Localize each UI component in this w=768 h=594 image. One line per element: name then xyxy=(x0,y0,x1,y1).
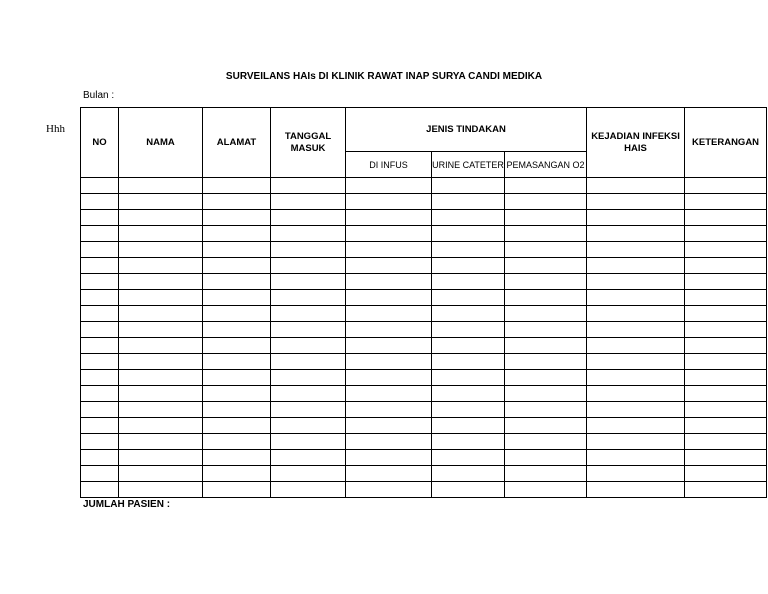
month-label: Bulan : xyxy=(83,90,115,101)
table-cell xyxy=(203,194,271,210)
table-cell xyxy=(432,386,505,402)
header-jenis-tindakan: JENIS TINDAKAN xyxy=(346,108,587,152)
table-row xyxy=(81,290,767,306)
table-cell xyxy=(587,322,685,338)
table-cell xyxy=(119,354,203,370)
table-cell xyxy=(587,290,685,306)
table-cell xyxy=(346,418,432,434)
table-cell xyxy=(505,226,587,242)
table-cell xyxy=(81,226,119,242)
table-cell xyxy=(505,290,587,306)
table-row xyxy=(81,210,767,226)
table-cell xyxy=(119,306,203,322)
table-row xyxy=(81,178,767,194)
table-cell xyxy=(271,306,346,322)
table-cell xyxy=(432,274,505,290)
table-cell xyxy=(346,450,432,466)
table-cell xyxy=(587,386,685,402)
table-cell xyxy=(203,370,271,386)
table-cell xyxy=(587,274,685,290)
table-cell xyxy=(505,450,587,466)
table-cell xyxy=(685,306,767,322)
table-cell xyxy=(346,194,432,210)
table-cell xyxy=(271,258,346,274)
table-cell xyxy=(505,466,587,482)
table-cell xyxy=(81,402,119,418)
table-row xyxy=(81,242,767,258)
table-cell xyxy=(203,178,271,194)
header-tanggal-masuk: TANGGAL MASUK xyxy=(271,108,346,178)
table-cell xyxy=(432,258,505,274)
table-cell xyxy=(685,466,767,482)
table-cell xyxy=(432,290,505,306)
table-cell xyxy=(587,178,685,194)
table-row xyxy=(81,194,767,210)
table-cell xyxy=(203,274,271,290)
table-cell xyxy=(505,434,587,450)
table-cell xyxy=(685,210,767,226)
table-cell xyxy=(505,418,587,434)
table-cell xyxy=(203,418,271,434)
table-cell xyxy=(346,226,432,242)
table-body xyxy=(81,178,767,498)
table-cell xyxy=(203,450,271,466)
table-cell xyxy=(685,322,767,338)
table-cell xyxy=(346,338,432,354)
table-cell xyxy=(81,418,119,434)
table-row xyxy=(81,258,767,274)
table-cell xyxy=(587,210,685,226)
table-cell xyxy=(81,466,119,482)
header-nama: NAMA xyxy=(119,108,203,178)
table-cell xyxy=(432,242,505,258)
table-row xyxy=(81,370,767,386)
table-cell xyxy=(119,386,203,402)
table-cell xyxy=(271,386,346,402)
table-cell xyxy=(271,418,346,434)
table-cell xyxy=(587,434,685,450)
table-cell xyxy=(271,370,346,386)
table-cell xyxy=(346,482,432,498)
table-cell xyxy=(81,290,119,306)
table-cell xyxy=(505,354,587,370)
table-cell xyxy=(203,210,271,226)
table-row xyxy=(81,322,767,338)
header-pemasangan-o2: PEMASANGAN O2 xyxy=(505,152,587,178)
table-cell xyxy=(119,402,203,418)
table-row xyxy=(81,354,767,370)
header-alamat: ALAMAT xyxy=(203,108,271,178)
table-cell xyxy=(685,194,767,210)
table-cell xyxy=(271,226,346,242)
table-cell xyxy=(346,242,432,258)
header-no: NO xyxy=(81,108,119,178)
table-cell xyxy=(81,434,119,450)
table-row xyxy=(81,386,767,402)
table-cell xyxy=(119,274,203,290)
table-cell xyxy=(587,242,685,258)
table-cell xyxy=(505,194,587,210)
table-cell xyxy=(505,306,587,322)
table-cell xyxy=(203,386,271,402)
table-cell xyxy=(203,226,271,242)
table-cell xyxy=(119,242,203,258)
table-row xyxy=(81,450,767,466)
table-cell xyxy=(505,338,587,354)
table-cell xyxy=(203,322,271,338)
table-cell xyxy=(587,402,685,418)
table-cell xyxy=(81,194,119,210)
table-cell xyxy=(346,306,432,322)
table-cell xyxy=(119,450,203,466)
table-cell xyxy=(346,386,432,402)
table-cell xyxy=(346,210,432,226)
table-cell xyxy=(203,466,271,482)
table-cell xyxy=(119,482,203,498)
table-cell xyxy=(685,386,767,402)
table-cell xyxy=(685,274,767,290)
table-cell xyxy=(119,322,203,338)
table-cell xyxy=(203,242,271,258)
table-cell xyxy=(81,386,119,402)
table-cell xyxy=(203,258,271,274)
table-cell xyxy=(119,290,203,306)
table-cell xyxy=(346,290,432,306)
table-cell xyxy=(346,466,432,482)
table-cell xyxy=(685,450,767,466)
table-cell xyxy=(203,354,271,370)
table-cell xyxy=(346,434,432,450)
table-cell xyxy=(119,226,203,242)
table-cell xyxy=(81,482,119,498)
table-cell xyxy=(587,194,685,210)
table-cell xyxy=(81,370,119,386)
table-cell xyxy=(432,482,505,498)
table-cell xyxy=(432,226,505,242)
table-cell xyxy=(271,210,346,226)
table-row xyxy=(81,466,767,482)
table-cell xyxy=(432,354,505,370)
table-cell xyxy=(81,178,119,194)
table-cell xyxy=(587,450,685,466)
table-cell xyxy=(119,194,203,210)
table-cell xyxy=(346,354,432,370)
table-cell xyxy=(432,450,505,466)
table-cell xyxy=(119,178,203,194)
table-cell xyxy=(432,322,505,338)
table-cell xyxy=(346,274,432,290)
table-cell xyxy=(432,434,505,450)
table-row xyxy=(81,482,767,498)
surveillance-table xyxy=(80,107,767,498)
table-cell xyxy=(685,354,767,370)
table-cell xyxy=(271,178,346,194)
side-note: Hhh xyxy=(46,123,65,135)
table-cell xyxy=(685,178,767,194)
table-cell xyxy=(587,354,685,370)
table-cell xyxy=(271,290,346,306)
table-row xyxy=(81,402,767,418)
table-cell xyxy=(203,338,271,354)
table-cell xyxy=(81,306,119,322)
table-cell xyxy=(119,258,203,274)
table-cell xyxy=(81,274,119,290)
table-cell xyxy=(685,370,767,386)
table-cell xyxy=(119,466,203,482)
header-di-infus: DI INFUS xyxy=(346,152,432,178)
table-cell xyxy=(505,210,587,226)
table-cell xyxy=(271,274,346,290)
table-cell xyxy=(81,258,119,274)
table-cell xyxy=(119,370,203,386)
table-cell xyxy=(81,242,119,258)
table-cell xyxy=(119,418,203,434)
table-cell xyxy=(505,386,587,402)
header-keterangan: KETERANGAN xyxy=(685,108,767,178)
table-cell xyxy=(432,466,505,482)
table-cell xyxy=(432,178,505,194)
table-cell xyxy=(505,402,587,418)
table-cell xyxy=(505,258,587,274)
table-cell xyxy=(81,210,119,226)
table-cell xyxy=(271,434,346,450)
table-cell xyxy=(432,194,505,210)
header-urine-cateter: URINE CATETER xyxy=(432,152,505,178)
table-cell xyxy=(432,338,505,354)
table-cell xyxy=(685,258,767,274)
table-cell xyxy=(203,482,271,498)
table-cell xyxy=(271,466,346,482)
table-cell xyxy=(587,258,685,274)
table-cell xyxy=(685,290,767,306)
table-cell xyxy=(685,338,767,354)
table-cell xyxy=(81,354,119,370)
table-cell xyxy=(505,482,587,498)
table-cell xyxy=(432,306,505,322)
table-cell xyxy=(271,450,346,466)
table-cell xyxy=(685,242,767,258)
table-cell xyxy=(203,290,271,306)
table-cell xyxy=(432,370,505,386)
table-cell xyxy=(432,210,505,226)
table-cell xyxy=(346,322,432,338)
table-cell xyxy=(432,418,505,434)
table-cell xyxy=(271,242,346,258)
table-cell xyxy=(203,434,271,450)
table-cell xyxy=(271,322,346,338)
table-cell xyxy=(685,418,767,434)
table-cell xyxy=(346,258,432,274)
table-cell xyxy=(119,210,203,226)
table-cell xyxy=(505,178,587,194)
table-row xyxy=(81,434,767,450)
table-cell xyxy=(587,466,685,482)
table-cell xyxy=(346,178,432,194)
table-cell xyxy=(587,226,685,242)
table-cell xyxy=(271,354,346,370)
table-cell xyxy=(81,338,119,354)
table-cell xyxy=(685,434,767,450)
table-cell xyxy=(685,482,767,498)
page-title: SURVEILANS HAIs DI KLINIK RAWAT INAP SURYA CANDI MEDIKA xyxy=(225,71,543,82)
table-cell xyxy=(203,306,271,322)
table-cell xyxy=(271,402,346,418)
table-cell xyxy=(685,402,767,418)
table-cell xyxy=(119,338,203,354)
table-cell xyxy=(271,482,346,498)
table-cell xyxy=(81,322,119,338)
table-cell xyxy=(587,482,685,498)
table-cell xyxy=(587,418,685,434)
table-cell xyxy=(505,242,587,258)
table-cell xyxy=(203,402,271,418)
table-row xyxy=(81,338,767,354)
table-row xyxy=(81,226,767,242)
table-cell xyxy=(432,402,505,418)
patient-count-label: JUMLAH PASIEN : xyxy=(83,499,171,510)
table-row xyxy=(81,306,767,322)
table-cell xyxy=(587,306,685,322)
table-cell xyxy=(685,226,767,242)
table-cell xyxy=(505,274,587,290)
table-cell xyxy=(505,370,587,386)
table-cell xyxy=(119,434,203,450)
table-row xyxy=(81,274,767,290)
table-cell xyxy=(271,338,346,354)
table-cell xyxy=(81,450,119,466)
header-kejadian-infeksi: KEJADIAN INFEKSI HAIS xyxy=(587,108,685,178)
table-cell xyxy=(271,194,346,210)
table-row xyxy=(81,418,767,434)
table-cell xyxy=(346,402,432,418)
table-cell xyxy=(587,338,685,354)
table-cell xyxy=(505,322,587,338)
table-cell xyxy=(587,370,685,386)
table-cell xyxy=(346,370,432,386)
